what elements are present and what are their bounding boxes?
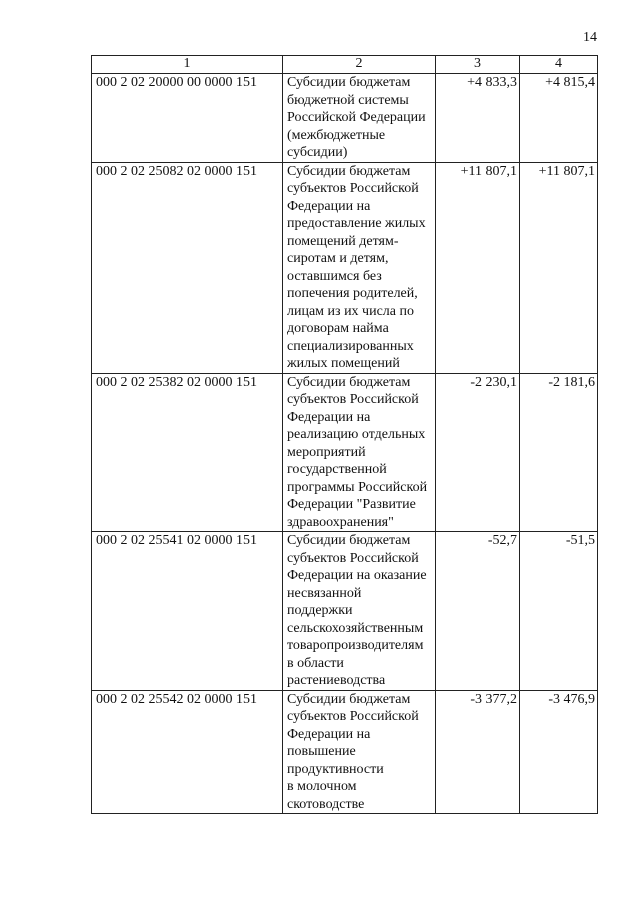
page-number: 14 [583, 30, 597, 45]
budget-code: 000 2 02 25541 02 0000 151 [92, 532, 283, 691]
budget-code: 000 2 02 25382 02 0000 151 [92, 373, 283, 532]
table-row [92, 373, 598, 532]
table-row [92, 162, 598, 373]
amount-col-3: +11 807,1 [436, 162, 520, 373]
amount-col-3: -2 230,1 [436, 373, 520, 532]
amount-col-4: -3 476,9 [520, 690, 598, 814]
amount-col-4: -51,5 [520, 532, 598, 691]
budget-table [91, 55, 598, 814]
amount-col-4: +4 815,4 [520, 74, 598, 163]
budget-code: 000 2 02 20000 00 0000 151 [92, 74, 283, 163]
table-row [92, 690, 598, 814]
budget-code: 000 2 02 25542 02 0000 151 [92, 690, 283, 814]
table-row [92, 74, 598, 163]
table-row [92, 532, 598, 691]
header-col-1: 1 [92, 56, 283, 74]
budget-code: 000 2 02 25082 02 0000 151 [92, 162, 283, 373]
amount-col-4: -2 181,6 [520, 373, 598, 532]
header-col-3: 3 [436, 56, 520, 74]
amount-col-3: -3 377,2 [436, 690, 520, 814]
budget-item-name: Субсидии бюджетам субъектов Российской Федерации на предоставление жилых помещений детям- сиротам и детям, оставшимся без попечения родителей, лицам из их числа по договорам найма специализированных жилых помещений [283, 162, 436, 373]
amount-col-3: +4 833,3 [436, 74, 520, 163]
amount-col-4: +11 807,1 [520, 162, 598, 373]
budget-item-name: Субсидии бюджетам субъектов Российской Федерации на оказание несвязанной поддержки сельскохозяйственным товаропроизводителям в области растениеводства [283, 532, 436, 691]
header-row [92, 56, 598, 74]
header-col-4: 4 [520, 56, 598, 74]
budget-item-name: Субсидии бюджетам бюджетной системы Российской Федерации (межбюджетные субсидии) [283, 74, 436, 163]
budget-item-name: Субсидии бюджетам субъектов Российской Федерации на повышение продуктивности в молочном скотоводстве [283, 690, 436, 814]
budget-item-name: Субсидии бюджетам субъектов Российской Федерации на реализацию отдельных мероприятий государственной программы Российской Федерации "Развитие здравоохранения" [283, 373, 436, 532]
amount-col-3: -52,7 [436, 532, 520, 691]
header-col-2: 2 [283, 56, 436, 74]
